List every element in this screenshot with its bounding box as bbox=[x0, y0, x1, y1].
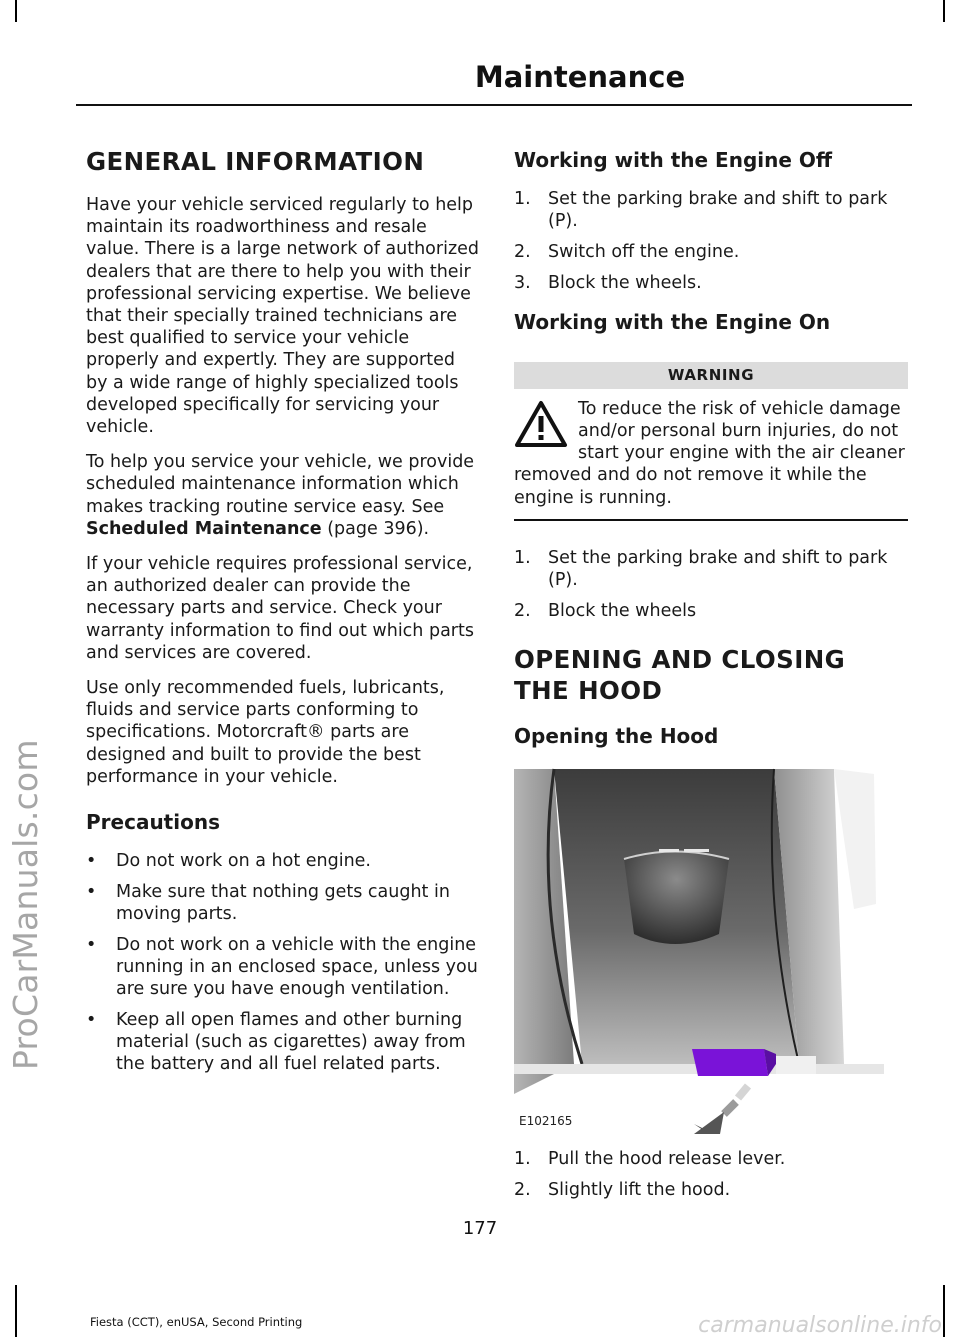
precautions-list bbox=[86, 850, 480, 1075]
bullet: • bbox=[86, 934, 97, 955]
crop-mark-bottom-right-v bbox=[943, 1285, 945, 1337]
footer-watermark: carmanualsonline.info bbox=[698, 1313, 942, 1337]
list-item bbox=[514, 188, 908, 232]
page-reference: (page 396). bbox=[321, 518, 430, 539]
warning-body bbox=[514, 398, 908, 509]
list-item bbox=[514, 241, 908, 263]
crop-mark-top-right-v bbox=[943, 0, 945, 22]
warning-label: WARNING bbox=[514, 362, 908, 389]
recommended-parts-paragraph: Use only recommended fuels, lubricants, fluids and service parts conforming to specifications. Motorcraft® parts are designed and built to provide the best performance in your vehicle. bbox=[86, 678, 445, 787]
list-item bbox=[86, 934, 480, 1001]
step-number: 1. bbox=[514, 1148, 531, 1169]
professional-service-paragraph: If your vehicle requires professional service, an authorized dealer can provide the necessary parts and service. Check your warranty information to find out which parts and services are covered. bbox=[86, 554, 474, 663]
warning-text: To reduce the risk of vehicle damage and/or personal burn injuries, do not start your engine with the air cleaner removed and do not remove it while the engine is running. bbox=[514, 398, 905, 508]
scheduled-maintenance-link[interactable]: Scheduled Maintenance bbox=[86, 518, 322, 539]
step-number: 1. bbox=[514, 189, 531, 209]
step-number: 2. bbox=[514, 241, 531, 262]
warning-box bbox=[514, 362, 908, 521]
hood-release-figure bbox=[514, 764, 884, 1134]
list-item-text: Do not work on a vehicle with the engine running in an enclosed space, unless you are sure you have enough ventilation. bbox=[116, 934, 478, 1000]
step-text: Block the wheels. bbox=[548, 272, 702, 293]
bullet: • bbox=[86, 881, 97, 902]
list-item bbox=[86, 881, 480, 925]
list-item-text: Make sure that nothing gets caught in moving parts. bbox=[116, 881, 450, 924]
list-item bbox=[86, 1009, 480, 1076]
step-text: Switch off the engine. bbox=[548, 241, 740, 262]
step-number: 2. bbox=[514, 1179, 531, 1200]
step-text: Slightly lift the hood. bbox=[548, 1179, 731, 1200]
hood-release-illustration bbox=[514, 764, 884, 1134]
engine-off-heading: Working with the Engine Off bbox=[514, 148, 833, 172]
list-item bbox=[514, 1148, 908, 1170]
step-number: 3. bbox=[514, 272, 531, 293]
general-information-heading: GENERAL INFORMATION bbox=[86, 147, 425, 176]
step-number: 1. bbox=[514, 547, 531, 568]
bullet: • bbox=[86, 1009, 97, 1030]
paragraph-text: To help you service your vehicle, we provide scheduled maintenance information which makes tracking routine service easy. See bbox=[86, 452, 475, 517]
list-item bbox=[86, 850, 480, 872]
header-divider bbox=[76, 104, 912, 106]
warning-triangle-icon bbox=[514, 400, 568, 448]
list-item-text: Do not work on a hot engine. bbox=[116, 851, 371, 872]
list-item-text: Keep all open flames and other burning material (such as cigarettes) away from the battery and all fuel related parts. bbox=[116, 1009, 466, 1075]
step-text: Block the wheels bbox=[548, 600, 697, 621]
figure-code: E102165 bbox=[519, 1113, 573, 1128]
footer-note: Fiesta (CCT), enUSA, Second Printing bbox=[90, 1315, 303, 1329]
hood-steps bbox=[514, 1148, 908, 1201]
hood-section-heading: OPENING AND CLOSING THE HOOD bbox=[514, 644, 846, 705]
right-column bbox=[514, 146, 908, 1215]
opening-hood-heading: Opening the Hood bbox=[514, 723, 719, 748]
engine-on-heading: Working with the Engine On bbox=[514, 309, 831, 334]
list-item bbox=[514, 600, 908, 622]
page-title: Maintenance bbox=[474, 60, 686, 94]
precautions-heading: Precautions bbox=[86, 810, 220, 835]
step-text: Set the parking brake and shift to park (P). bbox=[548, 189, 888, 232]
list-item bbox=[514, 547, 908, 591]
engine-off-steps bbox=[514, 188, 908, 294]
step-number: 2. bbox=[514, 600, 531, 621]
list-item bbox=[514, 1179, 908, 1201]
bullet: • bbox=[86, 851, 97, 872]
crop-mark-bottom-left-v bbox=[15, 1285, 17, 1337]
step-text: Set the parking brake and shift to park (P). bbox=[548, 547, 888, 591]
crop-mark-top-left-v bbox=[15, 0, 17, 22]
step-text: Pull the hood release lever. bbox=[548, 1148, 786, 1169]
engine-on-steps bbox=[514, 547, 908, 622]
left-column bbox=[86, 146, 480, 1089]
scheduled-maintenance-paragraph bbox=[86, 451, 480, 540]
side-watermark: ProCarManuals.com bbox=[6, 739, 45, 1070]
page-number: 177 bbox=[462, 1218, 498, 1239]
list-item bbox=[514, 272, 908, 294]
intro-paragraph: Have your vehicle serviced regularly to help maintain its roadworthiness and resale value. There is a large network of authorized dealers that are there to help you with their professional servicing expertise. We believe that their specially trained technicians are best qualified to service your vehicle properly and expertly. They are supported by a wide range of highly specialized tools developed specifically for servicing your vehicle. bbox=[86, 195, 480, 438]
